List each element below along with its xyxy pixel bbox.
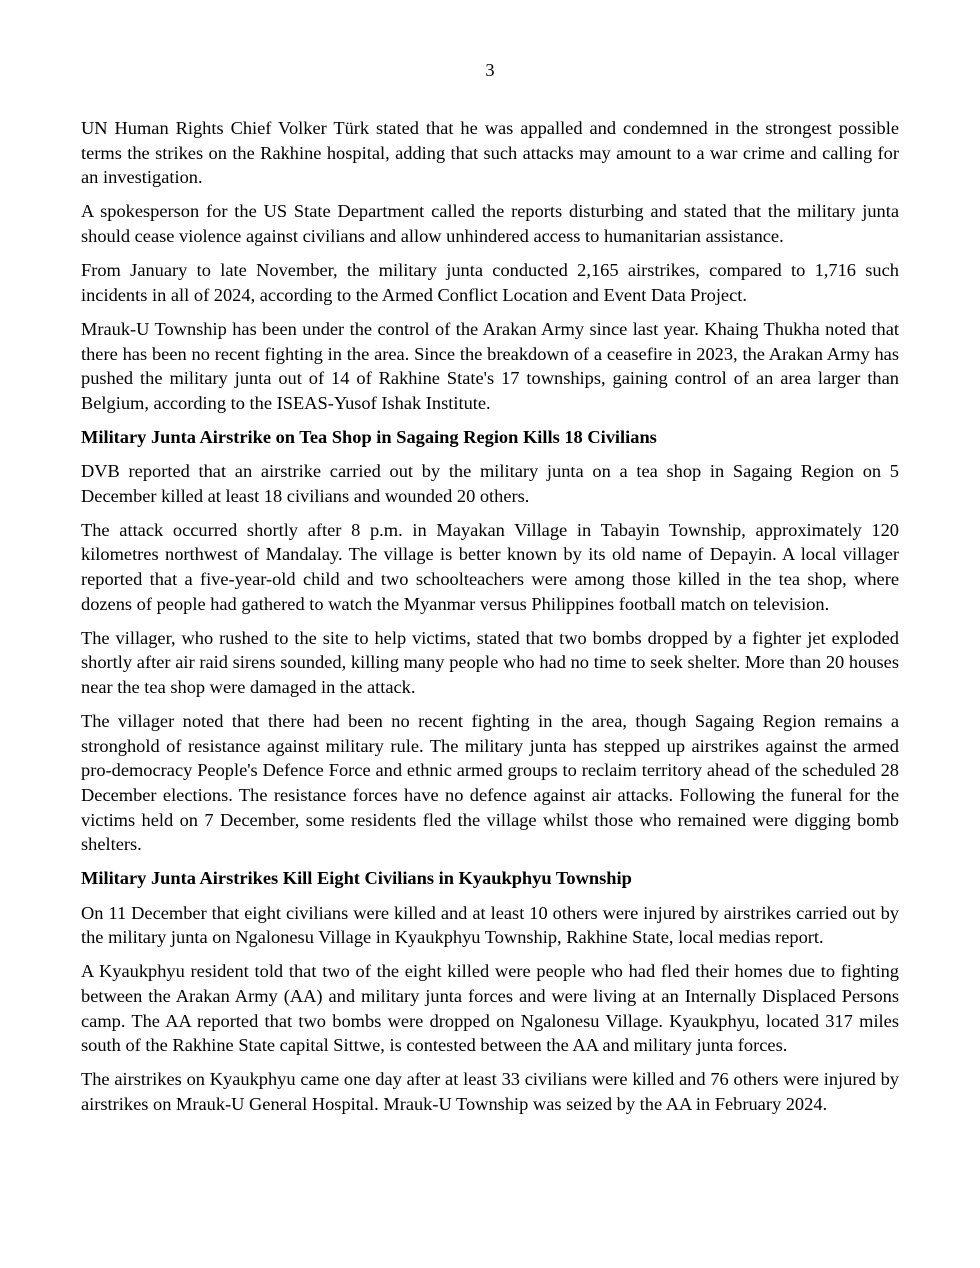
paragraph: DVB reported that an airstrike carried out by the military junta on a tea shop in Sagaing Region on 5 December killed at least 18 civilians and wounded 20 others. xyxy=(81,461,899,506)
page-content xyxy=(81,116,899,1126)
paragraph: Mrauk-U Township has been under the control of the Arakan Army since last year. Khaing Thukha noted that there has been no recent fighting in the area. Since the breakdown of a ceasefire in 2023, the Arakan Army has pushed the military junta out of 14 of Rakhine State's 17 townships, gaining control of an area larger than Belgium, according to the ISEAS-Yusof Ishak Institute. xyxy=(81,318,899,413)
paragraph: On 11 December that eight civilians were killed and at least 10 others were injured by airstrikes carried out by the military junta on Ngalonesu Village in Kyaukphyu Township, Rakhine State, local medias report. xyxy=(81,902,899,948)
paragraph: The villager, who rushed to the site to help victims, stated that two bombs dropped by a fighter jet exploded shortly after air raid sirens sounded, killing many people who had no time to seek shelter. More than 20 houses near the tea shop were damaged in the attack. xyxy=(81,627,899,698)
paragraph: The attack occurred shortly after 8 p.m. in Mayakan Village in Tabayin Township, approximately 120 kilometres northwest of Mandalay. The village is better known by its old name of Depayin. A local villager reported that a five-year-old child and two schoolteachers were among those killed in the tea shop, where dozens of people had gathered to watch the Myanmar versus Philippines football match on television. xyxy=(81,519,899,614)
page-number: 3 xyxy=(485,60,495,80)
paragraph: UN Human Rights Chief Volker Türk stated that he was appalled and condemned in the strongest possible terms the strikes on the Rakhine hospital, adding that such attacks may amount to a war crime and calling for an investigation. xyxy=(81,118,899,188)
paragraph: The airstrikes on Kyaukphyu came one day after at least 33 civilians were killed and 76 others were injured by airstrikes on Mrauk-U General Hospital. Mrauk-U Township was seized by the AA in February 2024. xyxy=(81,1069,899,1114)
section-heading: Military Junta Airstrikes Kill Eight Civilians in Kyaukphyu Township xyxy=(81,868,632,889)
paragraph: A spokesperson for the US State Department called the reports disturbing and stated that the military junta should cease violence against civilians and allow unhindered access to humanitarian assistance. xyxy=(81,201,899,246)
paragraph: A Kyaukphyu resident told that two of the eight killed were people who had fled their homes due to fighting between the Arakan Army (AA) and military junta forces and were living at an Internally Displaced Persons camp. The AA reported that two bombs were dropped on Ngalonesu Village. Kyaukphyu, located 317 miles south of the Rakhine State capital Sittwe, is contested between the AA and military junta forces. xyxy=(81,961,899,1056)
section-heading: Military Junta Airstrike on Tea Shop in Sagaing Region Kills 18 Civilians xyxy=(81,426,657,447)
paragraph: The villager noted that there had been no recent fighting in the area, though Sagaing Region remains a stronghold of resistance against military rule. The military junta has stepped up airstrikes against the armed pro-democracy People's Defence Force and ethnic armed groups to reclaim territory ahead of the scheduled 28 December elections. The resistance forces have no defence against air attacks. Following the funeral for the victims held on 7 December, some residents fled the village whilst those who remained were digging bomb shelters. xyxy=(81,711,899,855)
paragraph: From January to late November, the military junta conducted 2,165 airstrikes, compared to 1,716 such incidents in all of 2024, according to the Armed Conflict Location and Event Data Project. xyxy=(81,260,899,305)
